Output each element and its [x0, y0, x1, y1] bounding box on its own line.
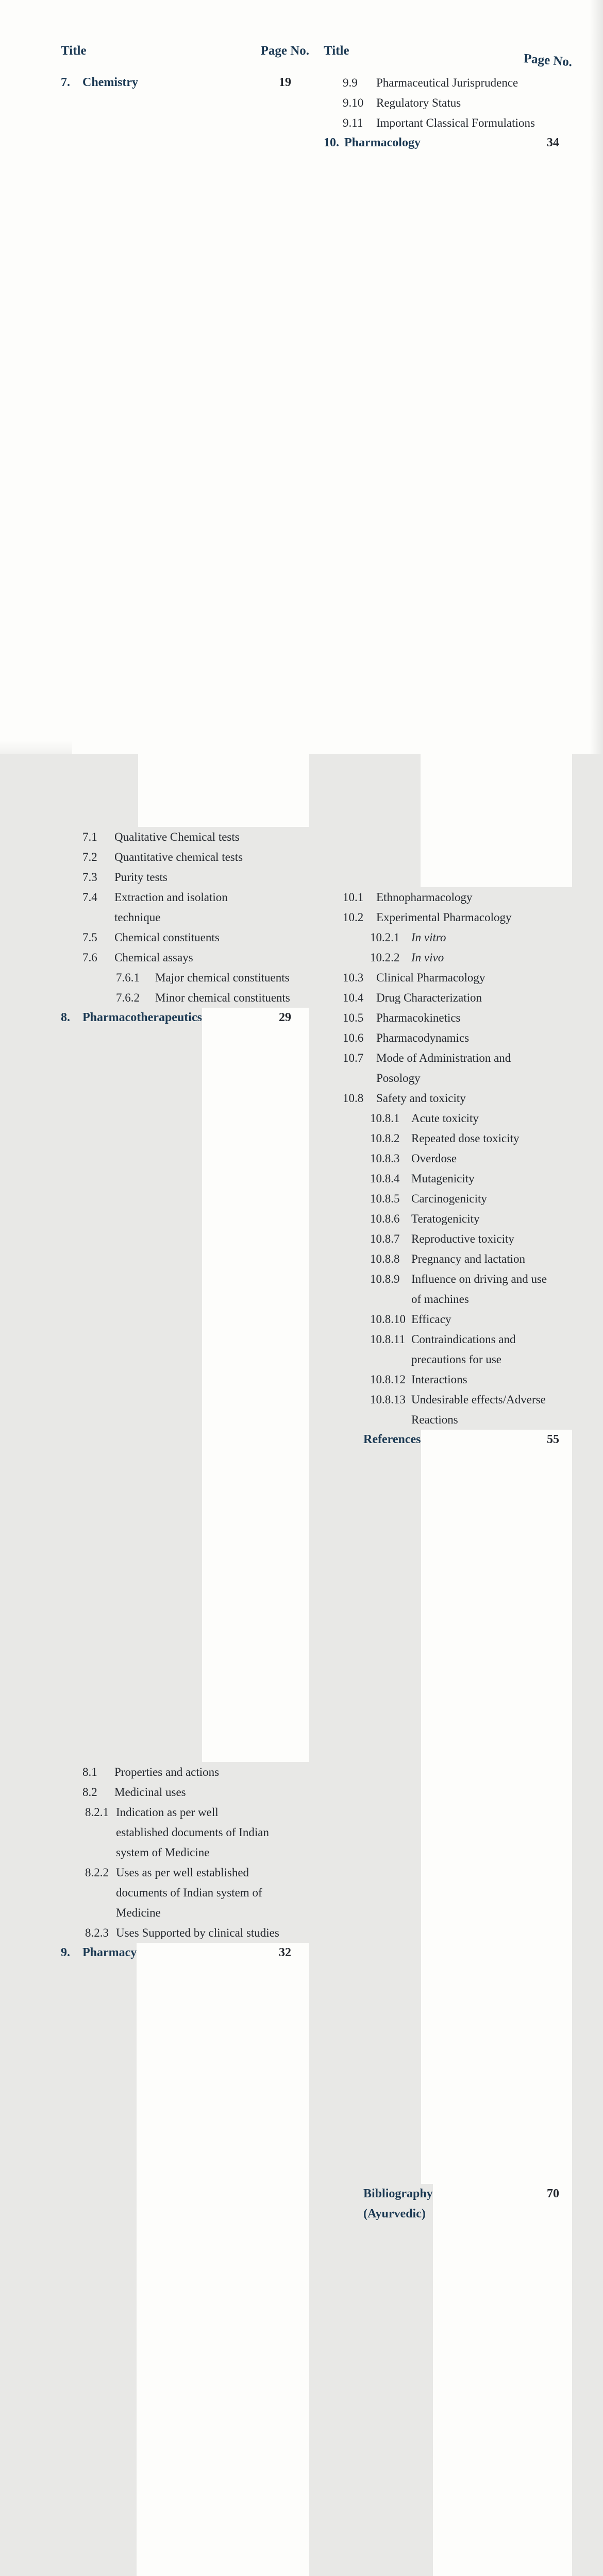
toc-chapter-row [61, 1943, 309, 2576]
entry-number: 8.1 [82, 1766, 97, 1778]
entry-title [376, 907, 512, 927]
toc-entry-row [61, 988, 309, 1008]
toc-entry-row [324, 1209, 572, 1229]
entry-title-line: In vitro [411, 931, 446, 944]
entry-title-line: technique [114, 911, 161, 924]
toc-entry-row [324, 927, 572, 947]
entry-title-line: Purity tests [114, 871, 167, 884]
entry-number: 8.2.3 [85, 1926, 109, 1939]
entry-title-line: Repeated dose toxicity [411, 1132, 520, 1145]
entry-title-line: Ethnopharmacology [376, 891, 473, 904]
toc-entry-row [324, 1269, 572, 1309]
entry-title-line: Uses as per well established [116, 1866, 249, 1879]
entry-title [155, 968, 290, 988]
entry-number: 10.8 [343, 1092, 364, 1105]
entry-title-line: Chemistry [82, 76, 138, 89]
entry-number: 10.1 [343, 891, 364, 904]
toc-entry-row [324, 1028, 572, 1048]
toc-entry-row [61, 1762, 309, 1782]
entry-title [114, 1762, 219, 1782]
toc-column-left [61, 44, 309, 2576]
entry-title-line: Mode of Administration and [376, 1052, 511, 1064]
entry-title [376, 93, 461, 113]
toc-entry-row [61, 887, 309, 927]
toc-entry-row [61, 1802, 309, 1862]
toc-entry-row [61, 927, 309, 947]
toc-entry-row [324, 1369, 572, 1389]
entry-title [411, 1309, 451, 1329]
toc-entry-row [324, 113, 572, 133]
toc-entries-left [61, 73, 309, 2576]
header-page-no-label: Page No. [260, 44, 309, 58]
entry-title-line: Important Classical Formulations [376, 116, 535, 129]
entry-title [114, 1782, 186, 1802]
toc-chapter-row [61, 73, 309, 827]
entry-number: 10.8.9 [370, 1273, 400, 1285]
entry-number: 7.3 [82, 871, 97, 884]
entry-title-line: Pregnancy and lactation [411, 1252, 525, 1265]
entry-title-line: Medicinal uses [114, 1786, 186, 1799]
entry-page-number: 32 [137, 1943, 309, 2576]
entry-title [114, 847, 243, 867]
entry-title [411, 1209, 480, 1229]
entry-number: 10.6 [343, 1031, 364, 1044]
entry-number: 10. [324, 136, 339, 149]
toc-entry-row [324, 1128, 572, 1148]
entry-title [114, 947, 193, 968]
entry-number: 8.2.2 [85, 1866, 109, 1879]
entry-title-line: Efficacy [411, 1313, 451, 1326]
entry-number: 10.8.8 [370, 1252, 400, 1265]
entry-number: 9.10 [343, 96, 364, 109]
entry-number: 10.8.6 [370, 1212, 400, 1225]
entry-title-line: established documents of Indian [116, 1826, 270, 1839]
entry-title-line: Reactions [411, 1413, 458, 1426]
entry-title-line: precautions for use [411, 1353, 501, 1366]
entry-title-line: Properties and actions [114, 1766, 220, 1778]
entry-number: 7.6 [82, 951, 97, 964]
entry-title [411, 947, 444, 968]
entry-title-line: References [363, 1433, 421, 1446]
toc-entry-row [61, 827, 309, 847]
entry-title [116, 1802, 269, 1862]
entry-page-number: 55 [421, 1430, 573, 2184]
toc-entry-row [61, 968, 309, 988]
toc-entry-row [324, 968, 572, 988]
entry-title [82, 1943, 137, 1963]
entry-number: 10.8.1 [370, 1112, 400, 1125]
entry-number: 10.8.10 [370, 1313, 406, 1326]
entry-title-line: In vivo [411, 951, 444, 964]
entry-title [411, 1269, 547, 1309]
entry-title [411, 1168, 475, 1189]
entry-title-line: Influence on driving and use [411, 1273, 547, 1285]
entry-title [376, 988, 482, 1008]
entry-title [376, 73, 518, 93]
entry-title [411, 1189, 487, 1209]
entry-title-line: Uses Supported by clinical studies [116, 1926, 279, 1939]
entry-title-line: Pharmacology [344, 136, 421, 149]
header-title-label: Title [324, 44, 349, 58]
toc-entry-row [61, 847, 309, 867]
toc-entry-row [324, 1389, 572, 1430]
entry-title [411, 1369, 467, 1389]
entry-number: 10.2.1 [370, 931, 400, 944]
toc-entry-row [324, 887, 572, 907]
entry-title [114, 867, 167, 887]
toc-entry-row [324, 1249, 572, 1269]
toc-entry-row [324, 1329, 572, 1369]
entry-title [114, 827, 240, 847]
entry-title-line: Regulatory Status [376, 96, 461, 109]
entry-title-line: Undesirable effects/Adverse [411, 1393, 546, 1406]
entry-title-line: Extraction and isolation [114, 891, 228, 904]
entry-number: 10.2 [343, 911, 364, 924]
toc-entry-row [324, 947, 572, 968]
entry-title-line: Indication as per well [116, 1806, 219, 1819]
entry-title [376, 1048, 511, 1088]
entry-number: 8.2.1 [85, 1806, 109, 1819]
entry-number: 10.3 [343, 971, 364, 984]
entry-title [116, 1923, 279, 1943]
entry-title-line: Reproductive toxicity [411, 1232, 514, 1245]
entry-title [155, 988, 290, 1008]
entry-title-line: Interactions [411, 1373, 467, 1386]
entry-page-number: 70 [433, 2184, 572, 2576]
entry-title [376, 968, 485, 988]
toc-entry-row [324, 988, 572, 1008]
entry-title [411, 1329, 516, 1369]
column-header-right [324, 44, 573, 70]
entry-title-line: Posology [376, 1072, 421, 1084]
toc-entry-row [324, 1229, 572, 1249]
toc-entry-row [324, 1189, 572, 1209]
entry-title-line: Mutagenicity [411, 1172, 475, 1185]
toc-entry-row [61, 1923, 309, 1943]
entry-number: 10.8.11 [370, 1333, 406, 1346]
entry-title [376, 113, 535, 133]
entry-title [411, 1229, 514, 1249]
entry-title [344, 133, 421, 153]
entry-title [376, 1028, 469, 1048]
page-edge-shadow [590, 0, 603, 754]
toc-column-right [324, 44, 572, 2576]
toc-entry-row [324, 1309, 572, 1329]
toc-entry-row [324, 1008, 572, 1028]
entry-title [114, 927, 220, 947]
entry-title-line: Chemical constituents [114, 931, 220, 944]
entry-title [411, 1148, 457, 1168]
entry-title [363, 2184, 433, 2224]
toc-entries-right [324, 73, 572, 2576]
entry-page-number: 19 [138, 73, 309, 827]
toc-entry-row [324, 1430, 572, 2184]
entry-title [116, 1862, 262, 1923]
toc-entry-row [324, 93, 572, 113]
entry-title [376, 1008, 461, 1028]
entry-title-line: Teratogenicity [411, 1212, 480, 1225]
entry-title [82, 1008, 202, 1028]
entry-number: 7.6.1 [116, 971, 140, 984]
entry-title-line: Minor chemical constituents [155, 991, 290, 1004]
entry-number: 10.7 [343, 1052, 364, 1064]
toc-entry-row [324, 907, 572, 927]
entry-title [411, 1128, 520, 1148]
entry-number: 8.2 [82, 1786, 97, 1799]
entry-number: 10.4 [343, 991, 364, 1004]
column-header-left [61, 44, 309, 61]
entry-title-line: documents of Indian system of [116, 1886, 262, 1899]
entry-title [411, 1249, 525, 1269]
entry-title-line: Acute toxicity [411, 1112, 479, 1125]
entry-title-line: of machines [411, 1293, 469, 1306]
entry-number: 7.4 [82, 891, 97, 904]
toc-chapter-row [61, 1008, 309, 1762]
entry-page-number: 34 [421, 133, 572, 887]
entry-title-line: Drug Characterization [376, 991, 482, 1004]
entry-number: 10.8.7 [370, 1232, 400, 1245]
toc-entry-row [324, 1148, 572, 1168]
entry-title-line: Chemical assays [114, 951, 193, 964]
entry-title-line: Pharmacy [82, 1946, 137, 1959]
entry-number: 7.5 [82, 931, 97, 944]
entry-number: 10.8.4 [370, 1172, 400, 1185]
toc-entry-row [61, 867, 309, 887]
entry-title [363, 1430, 421, 1450]
entry-title [411, 1389, 546, 1430]
entry-number: 10.5 [343, 1011, 364, 1024]
header-page-no-label: Page No. [523, 52, 573, 70]
toc-entry-row [61, 1782, 309, 1802]
entry-number: 9.11 [343, 116, 363, 129]
entry-title [376, 1088, 466, 1108]
toc-entry-row [324, 1168, 572, 1189]
entry-title-line: Medicine [116, 1906, 161, 1919]
toc-entry-row [324, 73, 572, 93]
entry-number: 10.2.2 [370, 951, 400, 964]
entry-title-line: Qualitative Chemical tests [114, 831, 240, 843]
toc-entry-row [324, 1048, 572, 1088]
toc-entry-row [61, 947, 309, 968]
entry-title-line: Carcinogenicity [411, 1192, 487, 1205]
entry-number: 10.8.5 [370, 1192, 400, 1205]
entry-title [114, 887, 228, 927]
entry-number: 9.9 [343, 76, 358, 89]
toc-chapter-row [324, 133, 572, 887]
entry-number: 7.1 [82, 831, 97, 843]
entry-title [411, 1108, 479, 1128]
entry-title-line: Contraindications and [411, 1333, 516, 1346]
toc-entry-row [324, 1088, 572, 1108]
toc-entry-row [61, 1862, 309, 1923]
entry-title-line: Overdose [411, 1152, 457, 1165]
entry-title-line: Pharmacotherapeutics [82, 1011, 202, 1024]
entry-page-number: 29 [202, 1008, 309, 1762]
entry-title-line: Major chemical constituents [155, 971, 290, 984]
entry-title-line: Clinical Pharmacology [376, 971, 485, 984]
entry-title-line: Bibliography (Ayurvedic) [363, 2187, 433, 2221]
header-title-label: Title [61, 44, 87, 58]
entry-number: 7.2 [82, 851, 97, 863]
entry-title-line: Experimental Pharmacology [376, 911, 512, 924]
entry-title-line: Pharmacokinetics [376, 1011, 461, 1024]
entry-title [82, 73, 138, 93]
entry-number: 10.8.2 [370, 1132, 400, 1145]
entry-number: 10.8.3 [370, 1152, 400, 1165]
entry-title-line: Pharmacodynamics [376, 1031, 470, 1044]
entry-number: 7.6.2 [116, 991, 140, 1004]
entry-title-line: Pharmaceutical Jurisprudence [376, 76, 518, 89]
entry-number: 10.8.12 [370, 1373, 406, 1386]
entry-number: 10.8.13 [370, 1393, 406, 1406]
entry-title [376, 887, 473, 907]
entry-title [411, 927, 446, 947]
entry-title-line: system of Medicine [116, 1846, 210, 1859]
entry-number: 9. [61, 1946, 70, 1959]
entry-title-line: Safety and toxicity [376, 1092, 466, 1105]
toc-entry-row [324, 1108, 572, 1128]
entry-number: 7. [61, 76, 70, 89]
entry-title-line: Quantitative chemical tests [114, 851, 243, 863]
entry-number: 8. [61, 1011, 70, 1024]
toc-entry-row [324, 2184, 572, 2576]
